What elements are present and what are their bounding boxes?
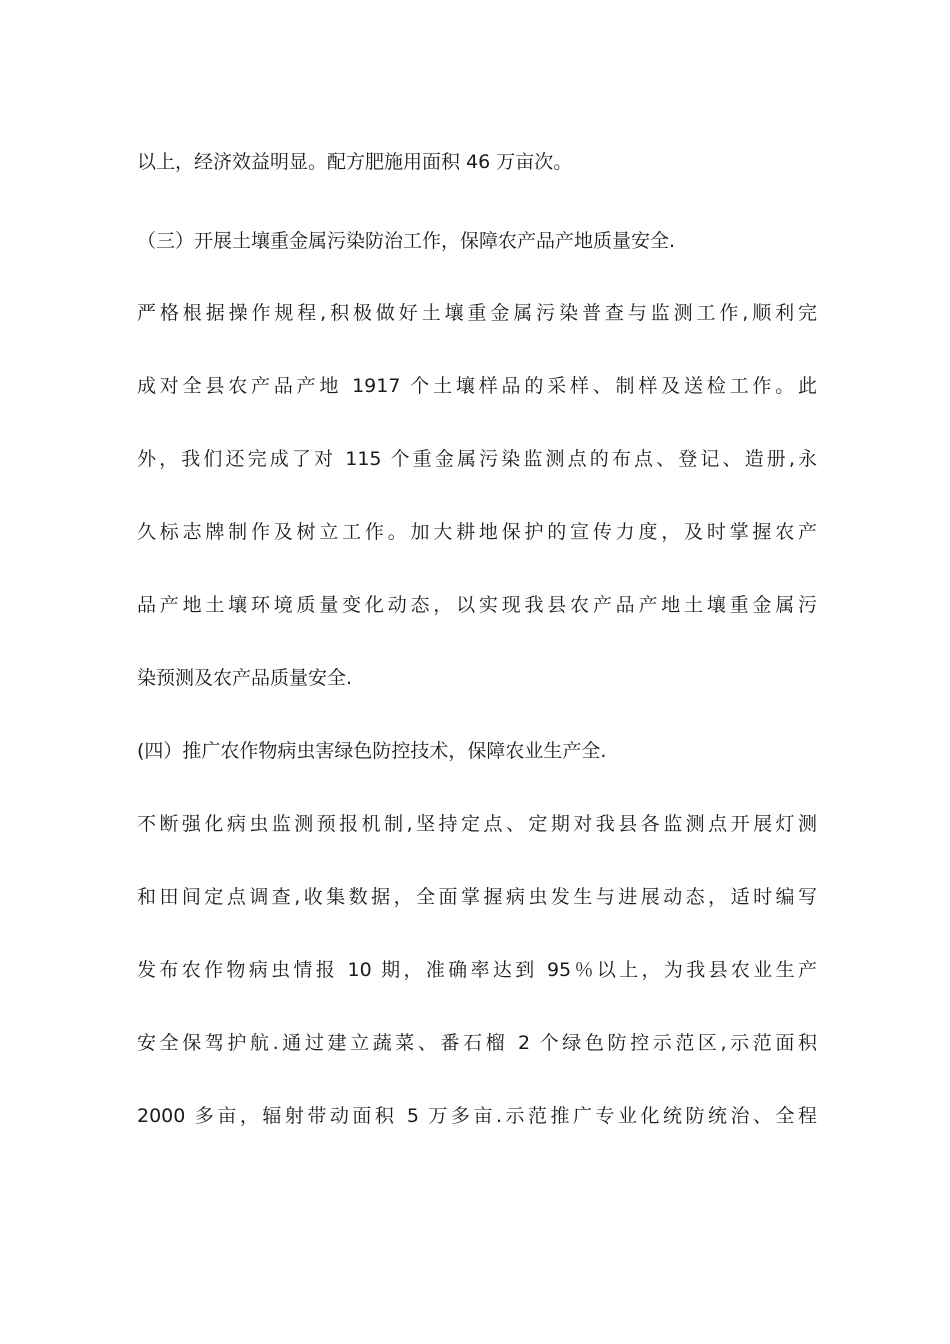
text-line: 2000 多亩，辐射带动面积 5 万多亩.示范推广专业化统防统治、全程 xyxy=(137,1105,817,1127)
text-line: 严格根据操作规程,积极做好土壤重金属污染普查与监测工作,顺利完 xyxy=(137,302,817,324)
section-heading-4: (四）推广农作物病虫害绿色防控技术，保障农业生产全. xyxy=(137,740,607,762)
section-heading-3: （三）开展土壤重金属污染防治工作，保障农产品产地质量安全. xyxy=(137,230,676,252)
text-line: 发布农作物病虫情报 10 期，准确率达到 95％以上，为我县农业生产 xyxy=(137,959,817,981)
text-line: 和田间定点调查,收集数据，全面掌握病虫发生与进展动态，适时编写 xyxy=(137,886,817,908)
text-line: 外，我们还完成了对 115 个重金属污染监测点的布点、登记、造册,永 xyxy=(137,448,817,470)
text-line: 成对全县农产品产地 1917 个土壤样品的采样、制样及送检工作。此 xyxy=(137,375,817,397)
text-line: 不断强化病虫监测预报机制,坚持定点、定期对我县各监测点开展灯测 xyxy=(137,813,817,835)
text-line: 以上，经济效益明显。配方肥施用面积 46 万亩次。 xyxy=(137,151,573,173)
text-line: 安全保驾护航.通过建立蔬菜、番石榴 2 个绿色防控示范区,示范面积 xyxy=(137,1032,817,1054)
text-line: 染预测及农产品质量安全. xyxy=(137,667,353,689)
text-line: 品产地土壤环境质量变化动态，以实现我县农产品产地土壤重金属污 xyxy=(137,594,817,616)
text-line: 久标志牌制作及树立工作。加大耕地保护的宣传力度，及时掌握农产 xyxy=(137,521,817,543)
